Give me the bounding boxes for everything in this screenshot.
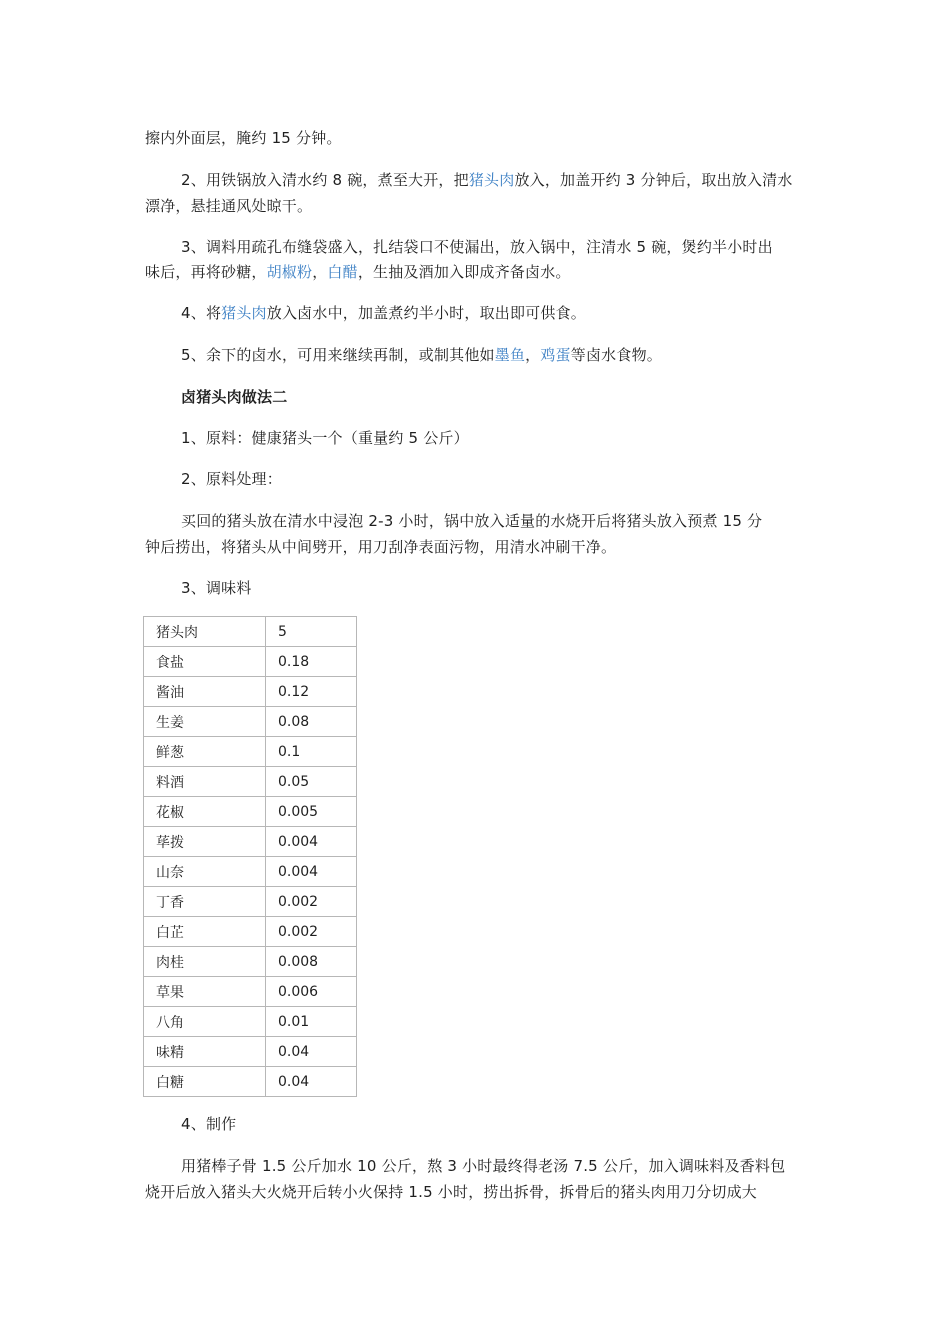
ingredient-name: 花椒 xyxy=(144,797,266,827)
making-heading: 4、制作 xyxy=(181,1115,237,1133)
ingredient-name: 料酒 xyxy=(144,767,266,797)
table-row xyxy=(144,737,357,767)
table-row xyxy=(144,1037,357,1067)
table-row xyxy=(144,767,357,797)
table-row xyxy=(144,977,357,1007)
paragraph-line xyxy=(145,196,312,216)
table-row xyxy=(144,887,357,917)
table-row xyxy=(144,1067,357,1097)
paragraph-line: 买回的猪头放在清水中浸泡 2-3 小时，锅中放入适量的水烧开后将猪头放入预煮 15 分 xyxy=(181,512,763,530)
text: 2、用铁锅放入清水约 8 碗，煮至大开，把 xyxy=(181,171,469,189)
step-3-line xyxy=(181,237,773,257)
ingredient-amount: 0.05 xyxy=(266,767,357,797)
table-row xyxy=(144,857,357,887)
ingredient-name: 生姜 xyxy=(144,707,266,737)
section-heading: 卤猪头肉做法二 xyxy=(181,388,288,406)
ingredient-amount: 0.01 xyxy=(266,1007,357,1037)
ingredient-amount: 5 xyxy=(266,617,357,647)
ingredient-name: 肉桂 xyxy=(144,947,266,977)
paragraph-line xyxy=(145,128,342,148)
ingredient-amount: 0.08 xyxy=(266,707,357,737)
text: 3、调料用疏孔布缝袋盛入，扎结袋口不使漏出，放入锅中，注清水 5 碗，煲约半小时出 xyxy=(181,238,773,256)
text: 4、将 xyxy=(181,304,222,322)
ingredient-name: 食盐 xyxy=(144,647,266,677)
paragraph-line xyxy=(145,262,571,282)
ingredient-name: 白糖 xyxy=(144,1067,266,1097)
ingredient-amount: 0.04 xyxy=(266,1037,357,1067)
link-white-vinegar[interactable]: 白醋 xyxy=(327,263,358,281)
processing-heading: 2、原料处理： xyxy=(181,470,282,488)
link-pig-head-meat[interactable]: 猪头肉 xyxy=(468,171,515,189)
ingredient-name: 山奈 xyxy=(144,857,266,887)
table-row xyxy=(144,797,357,827)
ingredient-name: 鲜葱 xyxy=(144,737,266,767)
ingredient-amount: 0.002 xyxy=(266,917,357,947)
ingredient-amount: 0.006 xyxy=(266,977,357,1007)
ingredient-name: 酱油 xyxy=(144,677,266,707)
text: 放入卤水中，加盖煮约半小时，取出即可供食。 xyxy=(266,304,586,322)
step-5-line xyxy=(181,345,662,365)
raw-material-line: 1、原料：健康猪头一个（重量约 5 公斤） xyxy=(181,429,469,447)
link-cuttlefish[interactable]: 墨鱼 xyxy=(494,346,526,364)
table-row xyxy=(144,647,357,677)
seasoning-heading: 3、调味料 xyxy=(181,579,252,597)
ingredient-name: 味精 xyxy=(144,1037,266,1067)
ingredient-name: 荜拨 xyxy=(144,827,266,857)
table-row xyxy=(144,827,357,857)
link-pig-head-meat[interactable]: 猪头肉 xyxy=(221,304,267,322)
ingredient-name: 猪头肉 xyxy=(144,617,266,647)
ingredient-amount: 0.04 xyxy=(266,1067,357,1097)
ingredient-amount: 0.004 xyxy=(266,827,357,857)
ingredient-amount: 0.004 xyxy=(266,857,357,887)
table-row xyxy=(144,917,357,947)
paragraph-line: 钟后捞出，将猪头从中间劈开，用刀刮净表面污物，用清水冲刷干净。 xyxy=(145,538,617,556)
seasoning-table xyxy=(143,616,357,1097)
text: 放入，加盖开约 3 分钟后，取出放入清水 xyxy=(514,171,793,189)
paragraph-line: 用猪棒子骨 1.5 公斤加水 10 公斤，熬 3 小时最终得老汤 7.5 公斤，加入调味料及香料包 xyxy=(181,1157,786,1175)
ingredient-amount: 0.005 xyxy=(266,797,357,827)
table-row xyxy=(144,707,357,737)
ingredient-name: 八角 xyxy=(144,1007,266,1037)
ingredient-name: 草果 xyxy=(144,977,266,1007)
table-row xyxy=(144,947,357,977)
ingredient-amount: 0.008 xyxy=(266,947,357,977)
text: ，生抽及酒加入即成齐备卤水。 xyxy=(357,263,571,281)
ingredient-amount: 0.12 xyxy=(266,677,357,707)
table-row xyxy=(144,617,357,647)
text: 擦内外面层，腌约 15 分钟。 xyxy=(145,129,342,147)
ingredient-amount: 0.002 xyxy=(266,887,357,917)
step-2-line xyxy=(181,170,793,190)
text: 漂净，悬挂通风处晾干。 xyxy=(145,197,313,215)
ingredient-amount: 0.1 xyxy=(266,737,357,767)
ingredient-name: 白芷 xyxy=(144,917,266,947)
text: ， xyxy=(312,263,328,281)
link-egg[interactable]: 鸡蛋 xyxy=(540,346,571,364)
link-pepper-powder[interactable]: 胡椒粉 xyxy=(266,263,313,281)
step-4-line xyxy=(181,303,586,323)
table-row xyxy=(144,1007,357,1037)
paragraph-line: 烧开后放入猪头大火烧开后转小火保持 1.5 小时，捞出拆骨，拆骨后的猪头肉用刀分切成大 xyxy=(145,1183,757,1201)
table-row xyxy=(144,677,357,707)
text: 味后，再将砂糖， xyxy=(145,263,267,281)
text: 等卤水食物。 xyxy=(570,346,662,364)
text: 5、余下的卤水，可用来继续再制，或制其他如 xyxy=(181,346,495,364)
text: ， xyxy=(525,346,541,364)
ingredient-amount: 0.18 xyxy=(266,647,357,677)
ingredient-name: 丁香 xyxy=(144,887,266,917)
